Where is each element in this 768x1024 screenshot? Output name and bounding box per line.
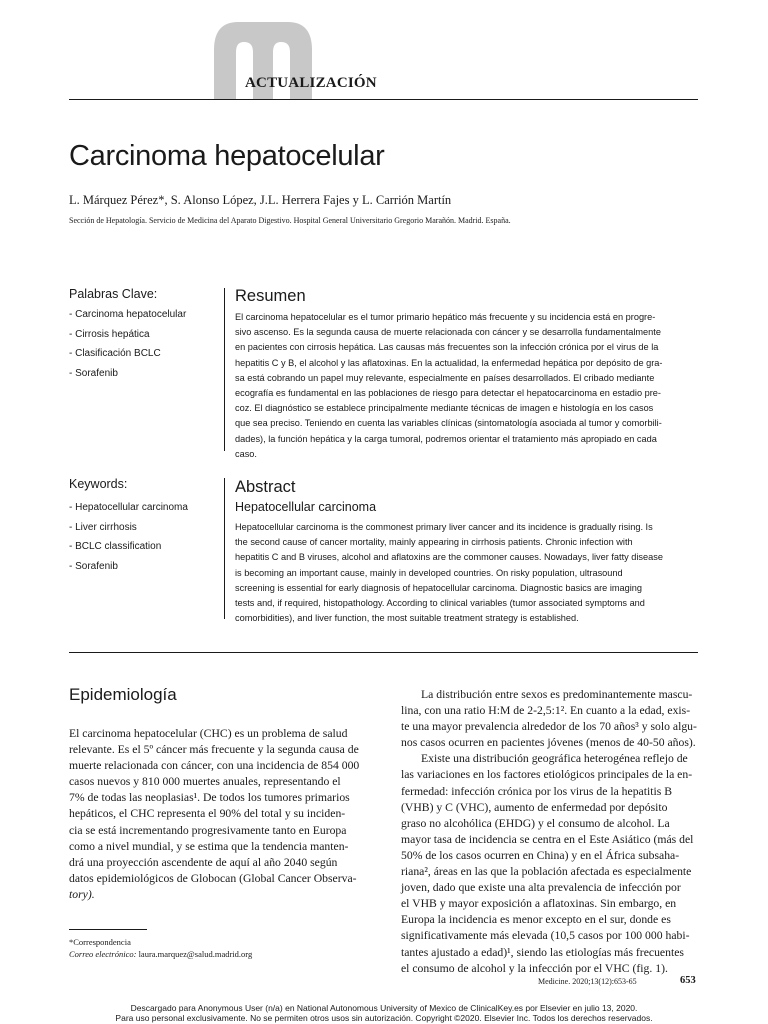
resumen-line: sivo ascenso. Es la segunda causa de muerte relacionada con cáncer y se desarrolla fundamentalmente xyxy=(235,327,661,338)
epidemiologia-heading: Epidemiología xyxy=(69,685,177,704)
body-line: tantes ajustado a edad)¹, siendo las etiologías más frecuentes xyxy=(401,945,684,959)
keyword-item: - Carcinoma hepatocelular xyxy=(69,309,187,320)
email-link[interactable]: laura.marquez@salud.madrid.org xyxy=(138,949,253,959)
body-line: cia se está incrementando progresivamente tanto en Europa xyxy=(69,823,347,837)
body-line: riana², áreas en las que la población afectada es especialmente xyxy=(401,865,692,879)
download-notice-line2: Para uso personal exclusivamente. No se permiten otros usos sin autorización. Copyright ©2020. Elsevier Inc. Todos los derechos reservados. xyxy=(115,1013,653,1023)
resumen-line: sa está cobrando un papel muy relevante, especialmente en países desarrollados. El cribado mediante xyxy=(235,372,655,383)
keyword-item: - BCLC classification xyxy=(69,541,162,552)
resumen-line: coz. El diagnóstico se establece principalmente mediante técnicas de imagen e histología en los casos xyxy=(235,403,654,414)
body-line: joven, dado que existe una alta prevalencia de infección por xyxy=(401,881,681,895)
body-line: relevante. Es el 5º cáncer más frecuente y la segunda causa de xyxy=(69,743,359,757)
body-line: muerte relacionada con cáncer, con una incidencia de 854 000 xyxy=(69,759,360,773)
resumen-line: en pacientes con cirrosis hepática. Las causas más frecuentes son la infección crónica por el virus de la xyxy=(235,342,659,353)
body-line: 50% de los casos ocurren en China) y en el África subsaha- xyxy=(401,848,680,862)
keyword-item: - Cirrosis hepática xyxy=(69,328,150,340)
keyword-item: - Clasificación BCLC xyxy=(69,348,161,359)
body-column-left xyxy=(69,726,365,903)
abstract-line: hepatitis C and B viruses, alcohol and aflatoxins are the commoner causes. Nowadays, liver fatty disease xyxy=(235,552,663,563)
body-line: nos casos ocurren en pacientes jóvenes (menos de 40-50 años). xyxy=(401,736,696,750)
body-line: La distribución entre sexos es predominantemente mascu- xyxy=(421,688,693,701)
footnote-correspondence: *Correspondencia xyxy=(69,937,131,947)
abstract-subheading: Hepatocellular carcinoma xyxy=(235,500,377,514)
abstract-text xyxy=(235,520,699,626)
footnote-email-row xyxy=(69,949,252,959)
keywords-es-heading: Palabras Clave: xyxy=(69,287,158,301)
body-line: fermedad: infección crónica por los virus de la hepatitis B xyxy=(401,784,672,798)
body-line: El carcinoma hepatocelular (CHC) es un problema de salud xyxy=(69,727,348,740)
abstract-bottom-rule xyxy=(69,652,698,653)
body-line: significativamente más elevada (10,5 casos por 100 000 habi- xyxy=(401,929,690,943)
section-label: ACTUALIZACIÓN xyxy=(245,75,377,91)
body-line: (VHB) y C (VHC), aumento de enfermedad por depósito xyxy=(401,800,668,814)
body-line: Europa la incidencia es menor excepto en el sur, donde es xyxy=(401,913,671,927)
resumen-line: dades), la función hepática y la carga tumoral, podremos orientar el tratamiento más apropiado en cada xyxy=(235,433,657,444)
body-line: drá una proyección ascendente de aquí al año 2040 según xyxy=(69,855,338,869)
keywords-en-heading: Keywords: xyxy=(69,477,128,491)
resumen-line: El carcinoma hepatocelular es el tumor primario hepático más frecuente y su incidencia está en progre- xyxy=(235,312,656,322)
journal-citation: Medicine. 2020;13(12):653-65 xyxy=(538,977,637,986)
abstract-heading: Abstract xyxy=(235,478,296,496)
keyword-item: - Sorafenib xyxy=(69,367,118,379)
body-line: mayor tasa de incidencia se centra en el Este Asiático (más del xyxy=(401,832,694,846)
abstract-line: tests and, if required, histopathology. According to clinical variables (tumor associated symptoms and xyxy=(235,598,645,609)
footnote-rule xyxy=(69,929,147,930)
keywords-es-list xyxy=(69,305,186,383)
keyword-item: - Sorafenib xyxy=(69,560,118,572)
keywords-en-list xyxy=(69,498,188,576)
body-line: como a nivel mundial, y se estima que la tendencia manten- xyxy=(69,839,349,853)
abstract-line: screening is essential for early diagnosis of hepatocellular carcinoma. Diagnostic basics are imaging xyxy=(235,582,643,593)
keyword-item: - Liver cirrhosis xyxy=(69,521,137,533)
resumen-line: hepatitis C y B, el alcohol y las aflatoxinas. En la actualidad, la enfermedad hepática por depósito de gra- xyxy=(235,357,663,368)
body-line: tory). xyxy=(69,887,95,901)
resumen-line: ecografía es fundamental en las poblaciones de riesgo para detectar el hepatocarcinoma en estadio pre- xyxy=(235,388,661,399)
body-line: graso no alcohólica (EHDG) y el consumo de alcohol. La xyxy=(401,816,670,830)
body-line: lina, con una ratio H:M de 2-2,5:1². En cuanto a la edad, exis- xyxy=(401,704,691,718)
keyword-item: - Hepatocellular carcinoma xyxy=(69,502,188,513)
article-authors: L. Márquez Pérez*, S. Alonso López, J.L. Herrera Fajes y L. Carrión Martín xyxy=(69,193,452,207)
body-line: el VHB y mayor exposición a aflatoxinas. Sin embargo, en xyxy=(401,897,677,911)
page-number: 653 xyxy=(680,975,696,986)
resumen-heading: Resumen xyxy=(235,287,306,305)
body-line: datos epidemiológicos de Globocan (Global Cancer Observa- xyxy=(69,871,357,885)
download-notice-line1: Descargado para Anonymous User (n/a) en National Autonomous University of Mexico de ClinicalKey.es por Elsevier en julio 13, 2020. xyxy=(130,1003,638,1013)
resumen-line: caso. xyxy=(235,448,257,459)
body-column-right xyxy=(401,687,698,977)
header-rule xyxy=(69,99,698,100)
abstract-line: comorbidities), and liver function, the most suitable treatment strategy is established. xyxy=(235,613,579,624)
article-affiliation: Sección de Hepatología. Servicio de Medicina del Aparato Digestivo. Hospital General Universitario Gregorio Marañón. Madrid. España. xyxy=(69,216,511,225)
abstract-line: the second cause of cancer mortality, mainly appearing in cirrhosis patients. Chronic infection with xyxy=(235,537,633,548)
body-line: el consumo de alcohol y la infección por el VHC (fig. 1). xyxy=(401,961,668,975)
body-line: hepáticos, el CHC representa el 90% del total y su inciden- xyxy=(69,807,346,821)
body-line: te una mayor prevalencia alrededor de los 70 años³ y solo algu- xyxy=(401,720,697,734)
body-line: 7% de todas las neoplasias¹. De todos los tumores primarios xyxy=(69,791,350,805)
abstract-line: is becoming an important cause, mainly in developed countries. On risky population, ultrasound xyxy=(235,567,623,578)
resumen-text xyxy=(235,310,699,462)
body-line: casos nuevos y 810 000 muertes anuales, representando el xyxy=(69,775,341,789)
email-label: Correo electrónico: xyxy=(69,949,137,959)
resumen-divider xyxy=(224,288,225,451)
article-title: Carcinoma hepatocelular xyxy=(69,140,385,172)
abstract-divider xyxy=(224,478,225,619)
abstract-line: Hepatocellular carcinoma is the commonest primary liver cancer and its incidence is gradually rising. Is xyxy=(235,522,653,532)
body-line: las variaciones en los factores etiológicos principales de la en- xyxy=(401,768,693,782)
resumen-line: que sea preciso. Teniendo en cuenta las variables clínicas (sintomatología asociada al tumor y comorbili- xyxy=(235,418,662,429)
body-line: Existe una distribución geográfica heterogénea reflejo de xyxy=(421,752,688,766)
